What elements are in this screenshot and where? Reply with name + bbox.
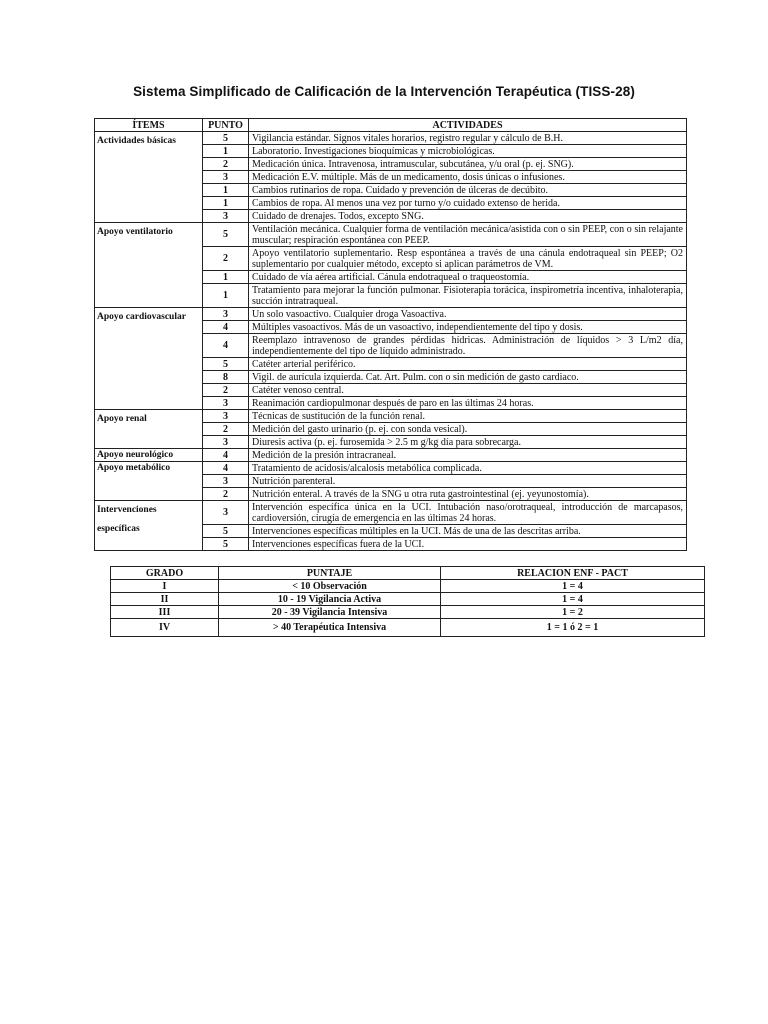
header-grado: GRADO: [111, 567, 219, 580]
header-punto: PUNTO: [203, 119, 249, 132]
row-activity: Catéter arterial periférico.: [249, 358, 687, 371]
row-points: 1: [203, 271, 249, 284]
row-points: 8: [203, 371, 249, 384]
row-activity: Cambios de ropa. Al menos una vez por turno y/o cuidado extenso de herida.: [249, 197, 687, 210]
section-label: Apoyo neurológico: [95, 449, 203, 462]
section-label: Actividades básicas: [95, 132, 203, 223]
table-row: [95, 223, 687, 247]
table-row: [111, 606, 705, 619]
row-activity: Apoyo ventilatorio suplementario. Resp espontánea a través de una cánula endotraqueal sin PEEP; O2 suplementario por cualquier método, excepto si aplican parámetros de VM.: [249, 247, 687, 271]
row-activity: Múltiples vasoactivos. Más de un vasoactivo, independientemente del tipo y dosis.: [249, 321, 687, 334]
row-activity: Diuresis activa (p. ej. furosemida > 2.5 m g/kg día para sobrecarga.: [249, 436, 687, 449]
score-cell: 20 - 39 Vigilancia Intensiva: [219, 606, 441, 619]
row-points: 5: [203, 525, 249, 538]
section-label: Apoyo renal: [95, 410, 203, 449]
header-items: ÍTEMS: [95, 119, 203, 132]
row-points: 1: [203, 184, 249, 197]
row-points: 3: [203, 171, 249, 184]
table-row: [95, 132, 687, 145]
table-row: [111, 619, 705, 637]
row-activity: Cuidado de drenajes. Todos, excepto SNG.: [249, 210, 687, 223]
row-points: 2: [203, 384, 249, 397]
row-points: 1: [203, 145, 249, 158]
row-points: 4: [203, 334, 249, 358]
row-points: 1: [203, 284, 249, 308]
row-activity: Ventilación mecánica. Cualquier forma de ventilación mecánica/asistida con o sin PEEP, con o sin relajante muscular; respiración espontánea con PEEP.: [249, 223, 687, 247]
grade-cell: I: [111, 580, 219, 593]
ratio-cell: 1 = 1 ó 2 = 1: [441, 619, 705, 637]
row-activity: Medicación única. Intravenosa, intramuscular, subcutánea, y/u oral (p. ej. SNG).: [249, 158, 687, 171]
table-row: [95, 501, 687, 525]
row-activity: Catéter venoso central.: [249, 384, 687, 397]
row-activity: Tratamiento de acidosis/alcalosis metabólica complicada.: [249, 462, 687, 475]
row-activity: Intervenciones específicas fuera de la UCI.: [249, 538, 687, 551]
row-points: 3: [203, 308, 249, 321]
row-activity: Tratamiento para mejorar la función pulmonar. Fisioterapia torácica, inspirometría incentiva, inhaloterapia, succión intratraqueal.: [249, 284, 687, 308]
row-points: 4: [203, 321, 249, 334]
row-points: 4: [203, 449, 249, 462]
row-activity: Vigilancia estándar. Signos vitales horarios, registro regular y cálculo de B.H.: [249, 132, 687, 145]
header-actividades: ACTIVIDADES: [249, 119, 687, 132]
document-title: Sistema Simplificado de Calificación de la Intervención Terapéutica (TISS-28): [133, 84, 635, 99]
row-points: 4: [203, 462, 249, 475]
row-activity: Laboratorio. Investigaciones bioquímicas y microbiológicas.: [249, 145, 687, 158]
tiss-grade-table: [110, 566, 705, 637]
tiss-28-activities-table: [94, 118, 687, 551]
table-row: [95, 410, 687, 423]
row-activity: Medicación E.V. múltiple. Más de un medicamento, dosis únicas o infusiones.: [249, 171, 687, 184]
score-cell: < 10 Observación: [219, 580, 441, 593]
row-activity: Reanimación cardiopulmonar después de paro en las últimas 24 horas.: [249, 397, 687, 410]
grade-cell: III: [111, 606, 219, 619]
header-puntaje: PUNTAJE: [219, 567, 441, 580]
row-points: 2: [203, 247, 249, 271]
row-points: 1: [203, 197, 249, 210]
table-header-row: [95, 119, 687, 132]
row-activity: Nutrición parenteral.: [249, 475, 687, 488]
table-row: [95, 462, 687, 475]
row-points: 3: [203, 475, 249, 488]
row-points: 5: [203, 538, 249, 551]
table-row: [95, 308, 687, 321]
row-points: 5: [203, 132, 249, 145]
row-activity: Medición del gasto urinario (p. ej. con sonda vesical).: [249, 423, 687, 436]
row-activity: Intervenciones específicas múltiples en la UCI. Más de una de las descritas arriba.: [249, 525, 687, 538]
row-activity: Cambios rutinarios de ropa. Cuidado y prevención de úlceras de decúbito.: [249, 184, 687, 197]
row-points: 3: [203, 436, 249, 449]
section-label: Apoyo metabólico: [95, 462, 203, 501]
table-row: [111, 593, 705, 606]
row-activity: Nutrición enteral. A través de la SNG u otra ruta gastrointestinal (ej. yeyunostomía).: [249, 488, 687, 501]
header-relacion: RELACION ENF - PACT: [441, 567, 705, 580]
row-points: 3: [203, 210, 249, 223]
row-activity: Vigil. de aurícula izquierda. Cat. Art. Pulm. con o sin medición de gasto cardiaco.: [249, 371, 687, 384]
row-activity: Reemplazo intravenoso de grandes pérdidas hídricas. Administración de líquidos > 3 L/m2 día, independientemente del tipo de líquido administrado.: [249, 334, 687, 358]
grade-cell: II: [111, 593, 219, 606]
row-points: 3: [203, 501, 249, 525]
section-label: Apoyo cardiovascular: [95, 308, 203, 410]
row-activity: Medición de la presión intracraneal.: [249, 449, 687, 462]
row-points: 5: [203, 223, 249, 247]
row-points: 5: [203, 358, 249, 371]
row-activity: Intervención específica única en la UCI. Intubación naso/orotraqueal, introducción de marcapasos, cardioversión, cirugía de emergencia en las últimas 24 horas.: [249, 501, 687, 525]
score-cell: > 40 Terapéutica Intensiva: [219, 619, 441, 637]
table-row: [95, 449, 687, 462]
row-points: 2: [203, 488, 249, 501]
ratio-cell: 1 = 2: [441, 606, 705, 619]
grade-cell: IV: [111, 619, 219, 637]
score-cell: 10 - 19 Vigilancia Activa: [219, 593, 441, 606]
table-row: [111, 580, 705, 593]
section-label: Apoyo ventilatorio: [95, 223, 203, 308]
row-points: 2: [203, 423, 249, 436]
row-activity: Un solo vasoactivo. Cualquier droga Vasoactiva.: [249, 308, 687, 321]
section-label: Intervenciones específicas: [95, 501, 203, 551]
row-points: 2: [203, 158, 249, 171]
row-points: 3: [203, 397, 249, 410]
row-activity: Cuidado de vía aérea artificial. Cánula endotraqueal o traqueostomía.: [249, 271, 687, 284]
row-activity: Técnicas de sustitución de la función renal.: [249, 410, 687, 423]
ratio-cell: 1 = 4: [441, 580, 705, 593]
ratio-cell: 1 = 4: [441, 593, 705, 606]
row-points: 3: [203, 410, 249, 423]
table-header-row: [111, 567, 705, 580]
